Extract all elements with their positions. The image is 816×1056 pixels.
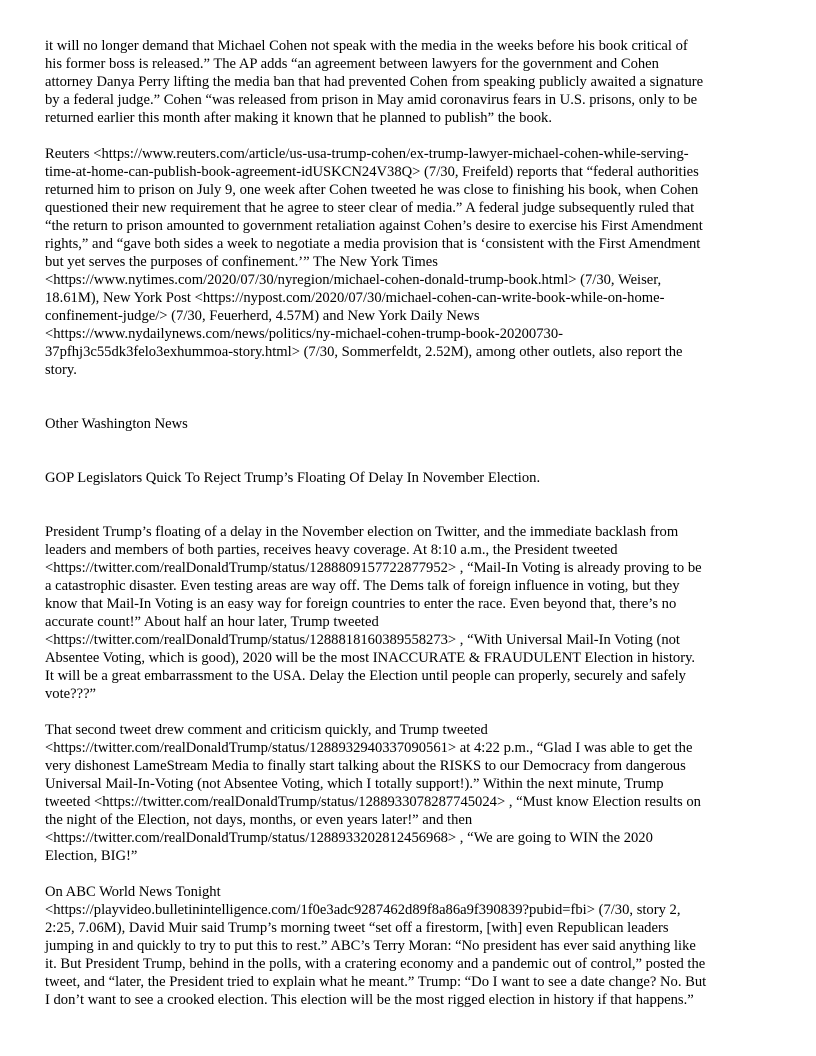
document-page xyxy=(45,37,775,1009)
article-headline: GOP Legislators Quick To Reject Trump’s Floating Of Delay In November Election. xyxy=(45,470,541,486)
paragraph-trump-tweets: President Trump’s floating of a delay in the November election on Twitter, and the immediate backlash from leaders and members of both parties, receives heavy coverage. At 8:10 a.m., the President tweeted <https://twitter.com/realDonaldTrump/status/1288809157722877952> , “Mail-In Voting is already proving to be a catastrophic disaster. Even testing areas are way off. The Dems talk of foreign influence in voting, but they know that Mail-In Voting is an easy way for foreign countries to enter the race. Even beyond that, there’s no accurate count!” About half an hour later, Trump tweeted <https://twitter.com/realDonaldTrump/status/1288818160389558273> , “With Universal Mail-In Voting (not Absentee Voting, which is good), 2020 will be the most INACCURATE & FRAUDULENT Election in history. It will be a great embarrassment to the USA. Delay the Election until people can properly, securely and safely vote???” xyxy=(45,524,702,702)
paragraph-cohen-media-ban: it will no longer demand that Michael Cohen not speak with the media in the weeks before his book critical of his former boss is released.” The AP adds “an agreement between lawyers for the government and Cohen attorney Danya Perry lifting the media ban that had prevented Cohen from speaking publicly awaited a signature by a federal judge.” Cohen “was released from prison in May amid coronavirus fears in U.S. prisons, only to be returned earlier this month after making it known that he planned to publish” the book. xyxy=(45,38,704,126)
section-heading-other-washington-news: Other Washington News xyxy=(45,416,188,432)
paragraph-abc-world-news: On ABC World News Tonight <https://playvideo.bulletinintelligence.com/1f0e3adc9287462d89f8a86a9f390839?pubid=fbi> (7/30, story 2, 2:25, 7.06M), David Muir said Trump’s morning tweet “set off a firestorm, [with] even Republican leaders jumping in and quickly to try to put this to rest.” ABC’s Terry Moran: “No president has ever said anything like it. But President Trump, behind in the polls, with a cratering economy and a pandemic out of control,” posted the tweet, and “later, the President tried to explain what he meant.” Trump: “Do I want to see a date change? No. But I don’t want to see a crooked election. This election will be the most rigged election in history if that happens.” xyxy=(45,884,707,1008)
paragraph-reuters-report: Reuters <https://www.reuters.com/article/us-usa-trump-cohen/ex-trump-lawyer-michael-cohen-while-serving- time-at-home-can-publish-book-agreement-idUSKCN24V38Q> (7/30, Freifeld) reports that “federal authorities returned him to prison on July 9, one week after Cohen tweeted he was close to finishing his book, when Cohen questioned their new requirement that he agree to steer clear of media.” A federal judge subsequently ruled that “the return to prison amounted to government retaliation against Cohen’s desire to exercise his First Amendment rights,” and “gave both sides a week to negotiate a media provision that is ‘consistent with the First Amendment but yet serves the purposes of confinement.’” The New York Times <https://www.nytimes.com/2020/07/30/nyregion/michael-cohen-donald-trump-book.html> (7/30, Weiser, 18.61M), New York Post <https://nypost.com/2020/07/30/michael-cohen-can-write-book-while-on-home- confinement-judge/> (7/30, Feuerherd, 4.57M) and New York Daily News <https://www.nydailynews.com/news/politics/ny-michael-cohen-trump-book-20200730- 37pfhj3c55dk3felo3exhummoa-story.html> (7/30, Sommerfeldt, 2.52M), among other outlets, also report the story. xyxy=(45,146,703,378)
paragraph-second-tweet-criticism: That second tweet drew comment and criticism quickly, and Trump tweeted <https://twitter.com/realDonaldTrump/status/1288932940337090561> at 4:22 p.m., “Glad I was able to get the very dishonest LameStream Media to finally start talking about the RISKS to our Democracy from dangerous Universal Mail-In-Voting (not Absentee Voting, which I totally support!).” Within the next minute, Trump tweeted <https://twitter.com/realDonaldTrump/status/1288933078287745024> , “Must know Election results on the night of the Election, not days, months, or even years later!” and then <https://twitter.com/realDonaldTrump/status/1288933202812456968> , “We are going to WIN the 2020 Election, BIG!” xyxy=(45,722,701,864)
